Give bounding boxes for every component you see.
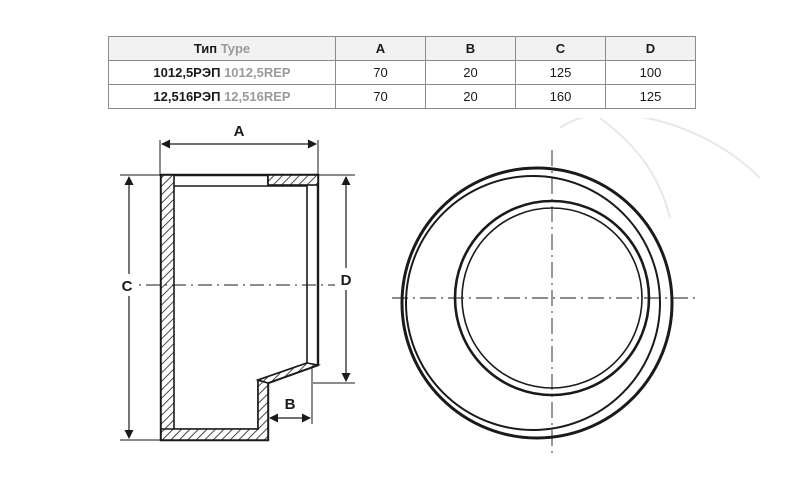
front-view — [392, 150, 700, 456]
table-header-row — [109, 37, 696, 61]
table-row — [109, 61, 696, 85]
column-header-d: D — [606, 37, 696, 61]
cell-type-ru: 12,516РЭП — [153, 89, 221, 104]
column-header-c: C — [516, 37, 606, 61]
section-view — [116, 123, 357, 440]
cell-d: 125 — [606, 85, 696, 109]
cell-a: 70 — [336, 61, 426, 85]
dimension-label-a: A — [233, 123, 245, 140]
cell-b: 20 — [426, 85, 516, 109]
dimension-c — [116, 175, 166, 440]
cell-a: 70 — [336, 85, 426, 109]
dimension-d — [313, 175, 357, 383]
dimension-label-b: B — [284, 396, 296, 413]
dimension-a — [160, 123, 318, 176]
dimension-label-d: D — [340, 272, 352, 289]
table-body — [109, 61, 696, 109]
table-row — [109, 85, 696, 109]
column-header-type-ru: Тип — [193, 41, 218, 56]
column-header-type-en: Type — [220, 41, 251, 56]
column-header-a: A — [336, 37, 426, 61]
cell-type-ru: 1012,5РЭП — [153, 65, 221, 80]
part-inner-outline — [173, 186, 307, 429]
table-header — [109, 37, 696, 61]
dimension-label-c: C — [121, 278, 133, 295]
column-header-b: B — [426, 37, 516, 61]
technical-drawing — [0, 118, 800, 500]
cell-b: 20 — [426, 61, 516, 85]
cell-type — [109, 61, 336, 85]
dimensions-table — [108, 36, 696, 109]
cell-type — [109, 85, 336, 109]
wall-hatch-left — [161, 175, 174, 440]
cell-c: 160 — [516, 85, 606, 109]
cell-type-en: 12,516REP — [224, 89, 291, 104]
cell-c: 125 — [516, 61, 606, 85]
column-header-type — [109, 37, 336, 61]
cell-type-en: 1012,5REP — [224, 65, 291, 80]
wall-hatch-top — [268, 175, 318, 185]
cell-d: 100 — [606, 61, 696, 85]
